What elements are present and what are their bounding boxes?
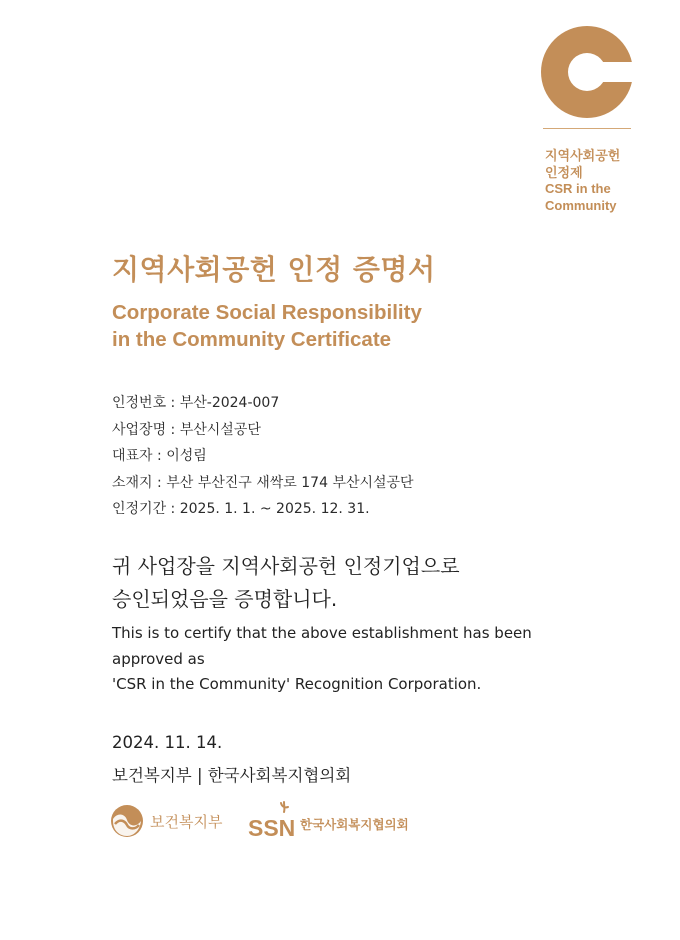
emblem-line-3: CSR in the — [545, 181, 611, 196]
statement-english-line-1: This is to certify that the above establishment has been — [112, 624, 532, 642]
statement-english-line-3: 'CSR in the Community' Recognition Corporation. — [112, 675, 482, 693]
info-row-period — [112, 496, 414, 523]
info-value: 이성림 — [166, 448, 207, 464]
statement-korean-line-2: 승인되었음을 증명합니다. — [112, 587, 338, 611]
csr-emblem-c-icon — [541, 24, 633, 120]
info-value: 2025. 1. 1. ~ 2025. 12. 31. — [179, 501, 370, 517]
issuer: 보건복지부 | 한국사회복지협의회 — [112, 766, 352, 785]
statement-korean — [112, 550, 460, 616]
info-label: 인정번호 : — [112, 395, 180, 411]
emblem-text — [545, 148, 655, 214]
info-label: 대표자 : — [112, 448, 167, 464]
ministry-emblem-icon — [110, 804, 144, 838]
ssn-logo — [248, 800, 409, 840]
statement-english — [112, 621, 632, 698]
info-value: 부산시설공단 — [179, 421, 261, 438]
info-label: 사업장명 : — [112, 421, 180, 438]
ssn-mark-icon — [248, 800, 296, 840]
emblem-line-1: 지역사회공헌 — [545, 148, 621, 163]
title-english-line-1: Corporate Social Responsibility — [112, 301, 422, 324]
issue-date: 2024. 11. 14. — [112, 733, 223, 752]
info-label: 소재지 : — [112, 474, 167, 491]
info-label: 인정기간 : — [112, 501, 180, 517]
statement-korean-line-1: 귀 사업장을 지역사회공헌 인정기업으로 — [112, 554, 460, 578]
certificate-title-english — [112, 299, 422, 353]
info-value: 부산 부산진구 새싹로 174 부산시설공단 — [166, 474, 414, 491]
emblem-line-2: 인정제 — [545, 164, 583, 180]
ministry-logo — [110, 803, 222, 839]
ssn-logo-text: 한국사회복지협의회 — [300, 817, 409, 832]
info-row-business-name — [112, 417, 414, 444]
ssn-mark-text: SSN — [248, 815, 296, 840]
info-row-certification-number — [112, 390, 414, 417]
ministry-logo-text: 보건복지부 — [150, 812, 223, 831]
emblem-line-4: Community — [545, 197, 617, 213]
info-value: 부산-2024-007 — [179, 395, 280, 411]
statement-english-line-2: approved as — [112, 649, 205, 668]
info-row-address — [112, 470, 414, 497]
certificate-info — [112, 390, 414, 523]
info-row-representative — [112, 443, 414, 470]
emblem-divider — [543, 128, 631, 129]
certificate-title-korean: 지역사회공헌 인정 증명서 — [112, 253, 436, 286]
title-english-line-2: in the Community Certificate — [112, 328, 392, 351]
